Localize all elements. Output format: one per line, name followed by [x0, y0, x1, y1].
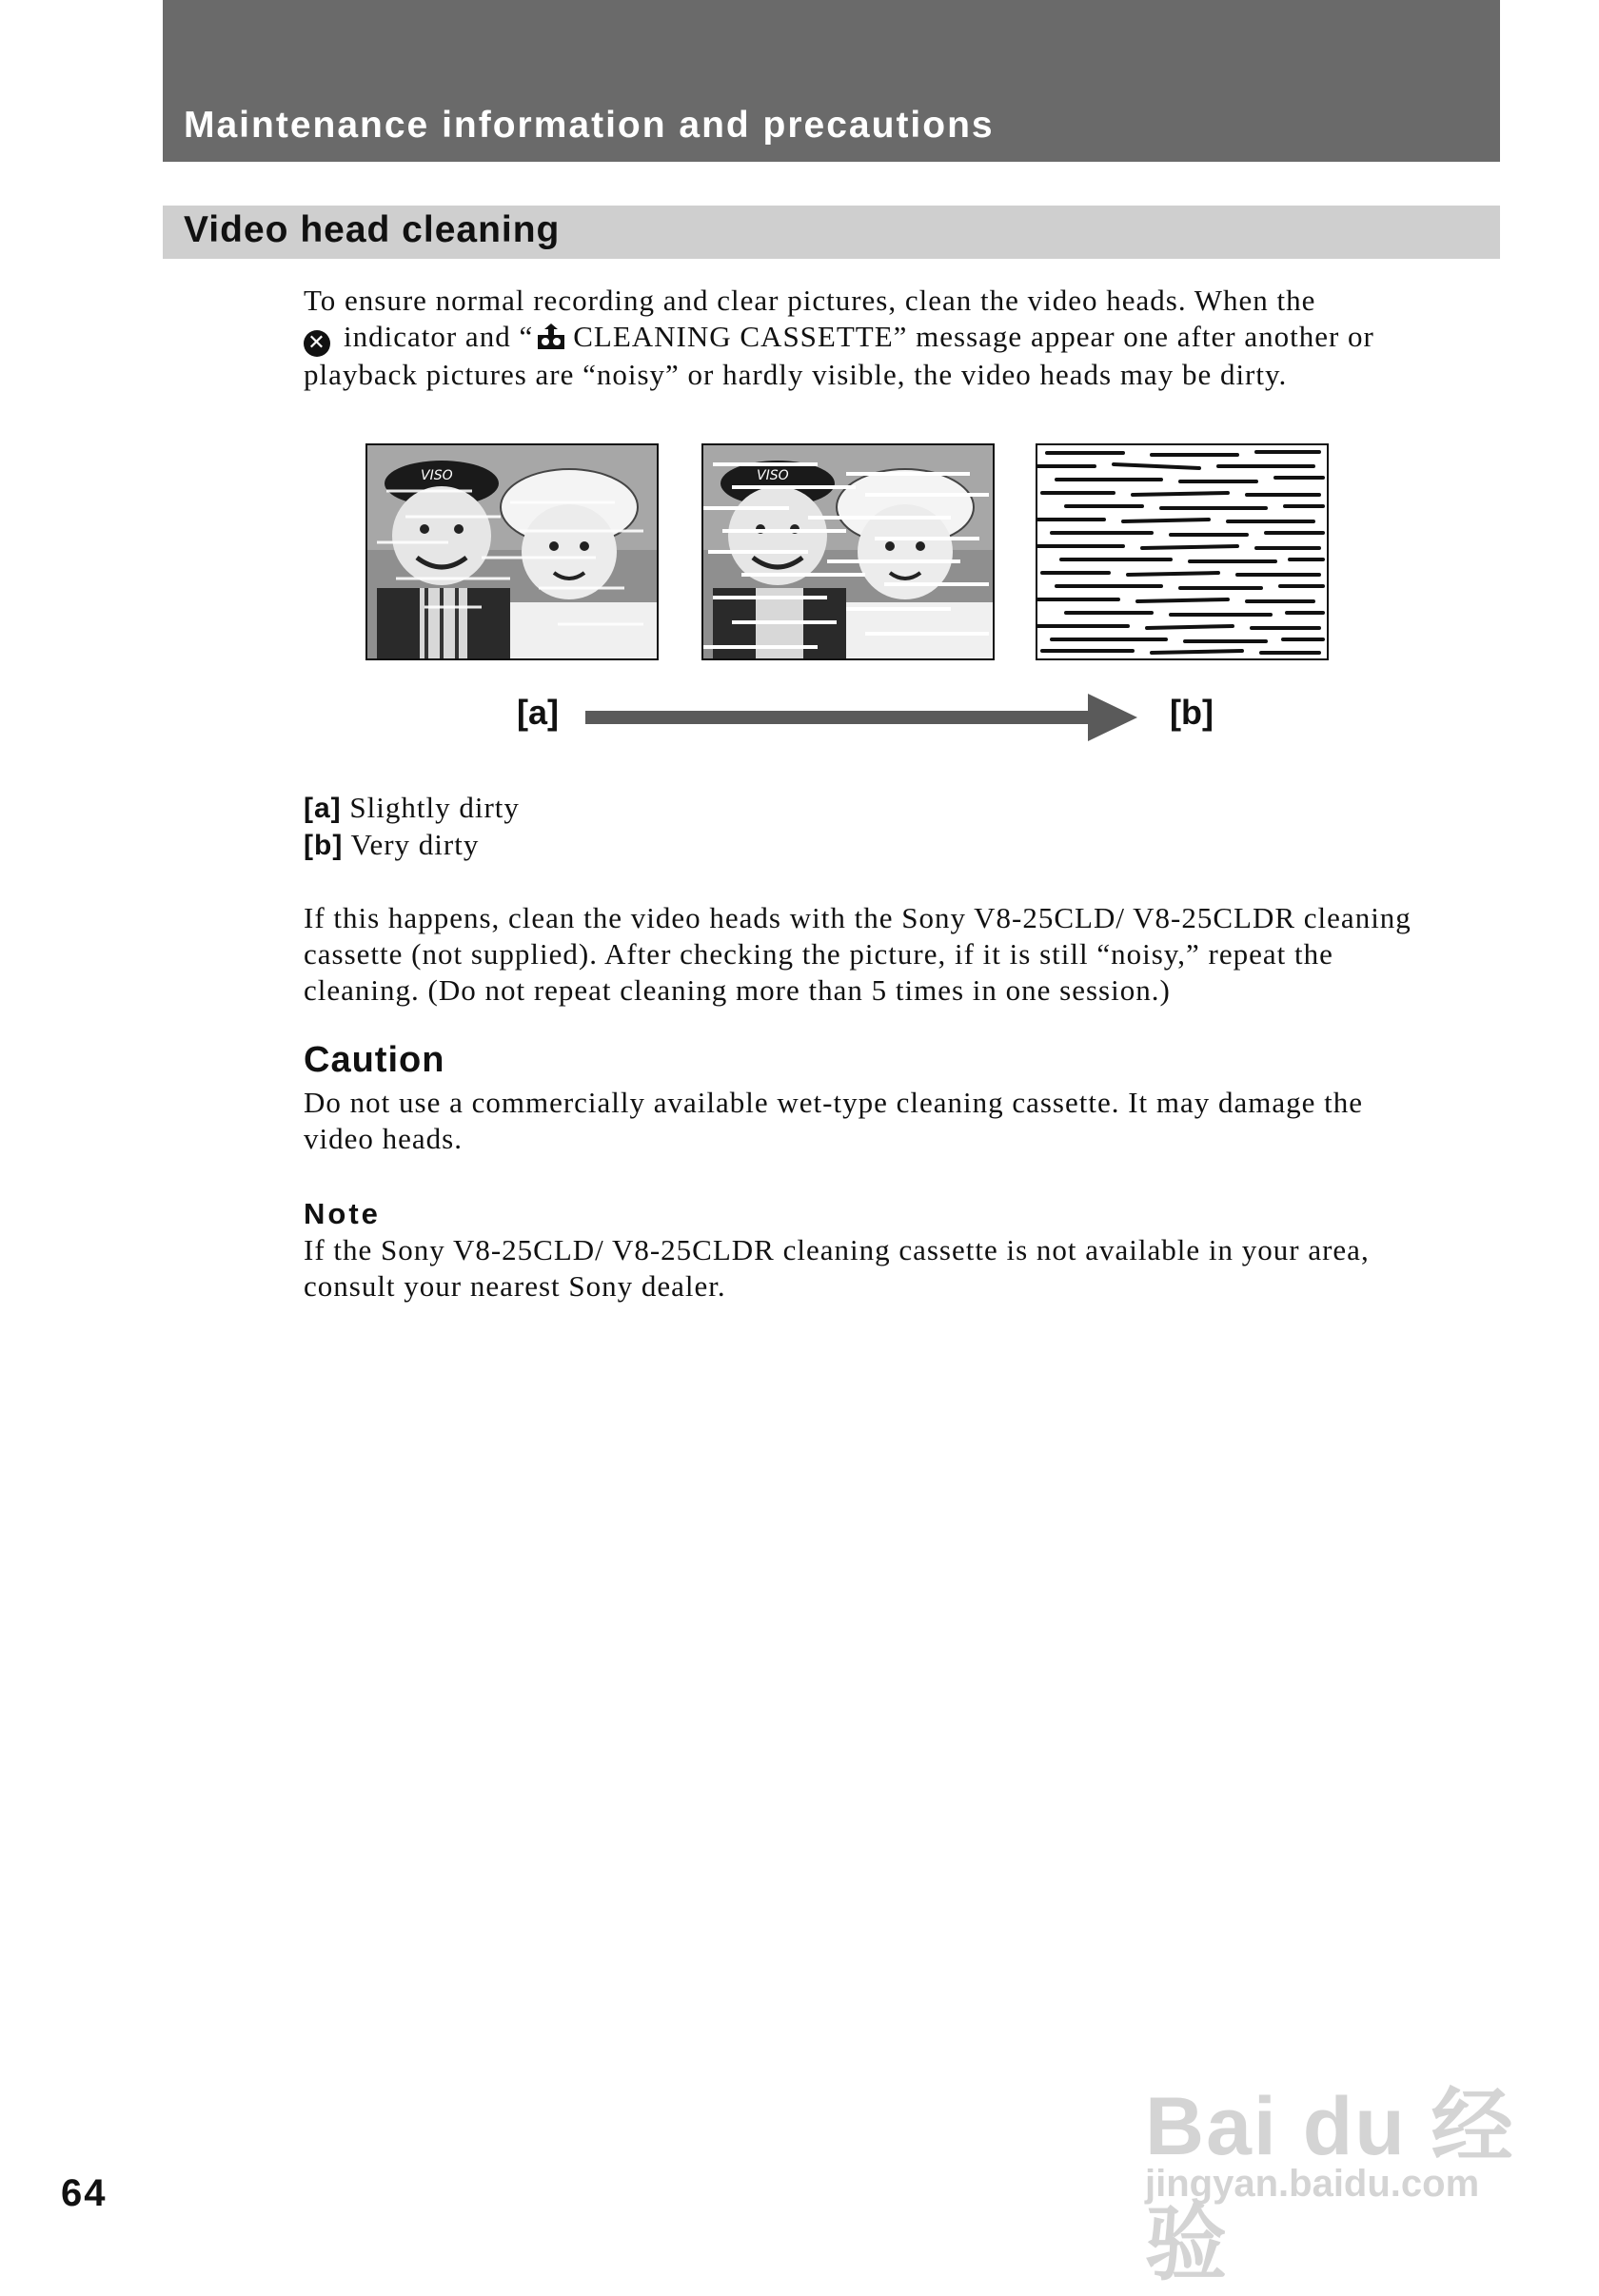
- progression-arrow: [585, 690, 1137, 743]
- cleaning-paragraph: [304, 900, 1474, 1009]
- header-band: [163, 0, 1500, 162]
- baidu-watermark: [1137, 2031, 1518, 2290]
- para2-line-3: cleaning. (Do not repeat cleaning more than 5 times in one session.): [304, 973, 1171, 1007]
- note-heading: Note: [304, 1197, 381, 1230]
- intro-paragraph: [304, 283, 1474, 393]
- caution-line-1: Do not use a commercially available wet-type cleaning cassette. It may damage the: [304, 1086, 1364, 1119]
- legend-item-b: [304, 827, 1474, 864]
- note-paragraph: [304, 1232, 1474, 1305]
- photo-dirty: [701, 443, 995, 660]
- watermark-url: jingyan.baidu.com: [1145, 2163, 1480, 2205]
- caution-paragraph: [304, 1085, 1474, 1157]
- cap-text-1: VISO: [421, 468, 453, 483]
- para2-line-1: If this happens, clean the video heads with the Sony V8-25CLD/ V8-25CLDR cleaning: [304, 901, 1411, 934]
- legend-item-a: [304, 790, 1474, 827]
- intro-line-2: [304, 319, 1474, 357]
- figure-label-b: [b]: [1170, 693, 1214, 732]
- legend-key-a: [a]: [304, 793, 342, 824]
- page-header-title: Maintenance information and precautions: [184, 105, 995, 146]
- cap-text-2: VISO: [757, 468, 789, 483]
- x-circle-icon: ✕: [304, 330, 330, 357]
- para2-line-2: cassette (not supplied). After checking the picture, if it is still “noisy,” repeat the: [304, 937, 1333, 971]
- intro-line-2b: CLEANING CASSETTE” message appear one after another or: [573, 320, 1374, 353]
- page-number: 64: [61, 2172, 108, 2214]
- section-title: Video head cleaning: [184, 209, 561, 250]
- cleaning-cassette-icon: [537, 324, 565, 350]
- figure-label-a: [a]: [517, 693, 559, 732]
- photo-very-dirty: [1036, 443, 1329, 660]
- figure-legend: [304, 790, 1474, 864]
- section-bar: [163, 206, 1500, 259]
- caution-heading: Caution: [304, 1040, 445, 1080]
- note-line-1: If the Sony V8-25CLD/ V8-25CLDR cleaning cassette is not available in your area,: [304, 1233, 1370, 1266]
- watermark-logo-text: Bai du 经验: [1145, 2081, 1515, 2290]
- intro-line-1: To ensure normal recording and clear pictures, clean the video heads. When the: [304, 284, 1316, 317]
- note-line-2: consult your nearest Sony dealer.: [304, 1269, 726, 1303]
- legend-key-b: [b]: [304, 830, 344, 861]
- caution-line-2: video heads.: [304, 1122, 463, 1155]
- intro-line-3: playback pictures are “noisy” or hardly visible, the video heads may be dirty.: [304, 358, 1288, 391]
- intro-line-2a: indicator and “: [344, 320, 534, 353]
- photo-slightly-dirty: [365, 443, 659, 660]
- legend-text-b: Very dirty: [350, 828, 480, 861]
- legend-text-a: Slightly dirty: [349, 791, 520, 824]
